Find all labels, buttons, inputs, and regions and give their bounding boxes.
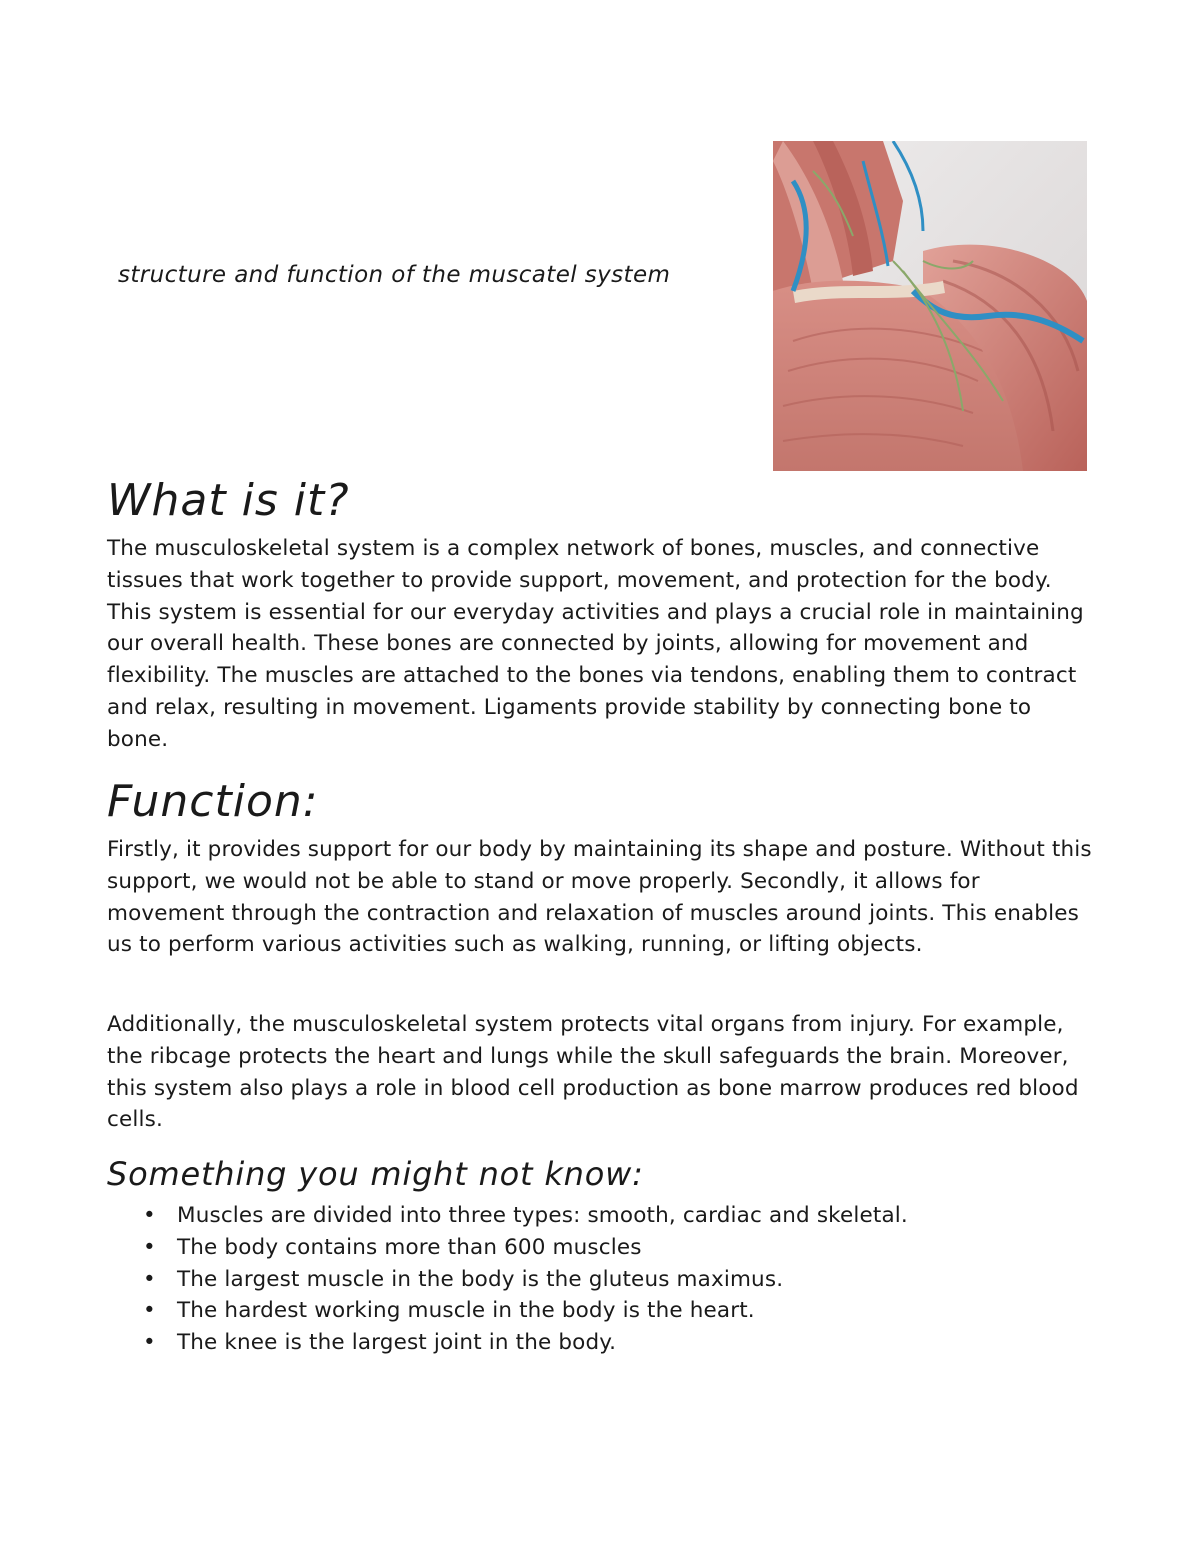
bullet-icon: • [143, 1234, 156, 1260]
bullet-icon: • [143, 1330, 156, 1356]
bullet-icon: • [143, 1266, 156, 1292]
list-item [107, 1232, 908, 1264]
list-item [107, 1295, 908, 1327]
function-paragraph-1: Firstly, it provides support for our body by maintaining its shape and posture. Without this support, we would not be able to stand or move properly. Secondly, it allows for movement through the contraction and relaxation of muscles around joints. This enables us to perform various activities such as walking, running, or lifting objects. [107, 837, 1092, 958]
document-title: structure and function of the muscatel system [118, 262, 671, 288]
fact-text: The knee is the largest joint in the body. [177, 1330, 617, 1356]
anatomy-illustration [773, 141, 1087, 471]
fact-text: The largest muscle in the body is the gluteus maximus. [177, 1266, 784, 1292]
function-paragraph-2: Additionally, the musculoskeletal system protects vital organs from injury. For example, the ribcage protects the heart and lungs while the skull safeguards the brain. Moreover, this system also plays a role in blood cell production as bone marrow produces red blood cells. [107, 1012, 1079, 1133]
fact-text: Muscles are divided into three types: smooth, cardiac and skeletal. [177, 1203, 908, 1228]
facts-list [107, 1200, 908, 1359]
bullet-icon: • [143, 1298, 156, 1324]
what-is-it-heading: What is it? [107, 475, 350, 526]
bullet-icon: • [143, 1203, 156, 1228]
facts-heading: Something you might not know: [107, 1155, 644, 1193]
function-heading: Function: [107, 776, 319, 827]
what-is-it-paragraph: The musculoskeletal system is a complex network of bones, muscles, and connective tissues that work together to provide support, movement, and protection for the body. This system is essential for our everyday activities and plays a crucial role in maintaining our overall health. These bones are connected by joints, allowing for movement and flexibility. The muscles are attached to the bones via tendons, enabling them to contract and relax, resulting in movement. Ligaments provide stability by connecting bone to bone. [107, 536, 1084, 752]
list-item [107, 1327, 908, 1359]
fact-text: The hardest working muscle in the body is the heart. [177, 1298, 755, 1324]
list-item [107, 1200, 908, 1232]
list-item [107, 1264, 908, 1296]
muscle-anatomy-image [773, 141, 1087, 471]
fact-text: The body contains more than 600 muscles [177, 1234, 642, 1260]
